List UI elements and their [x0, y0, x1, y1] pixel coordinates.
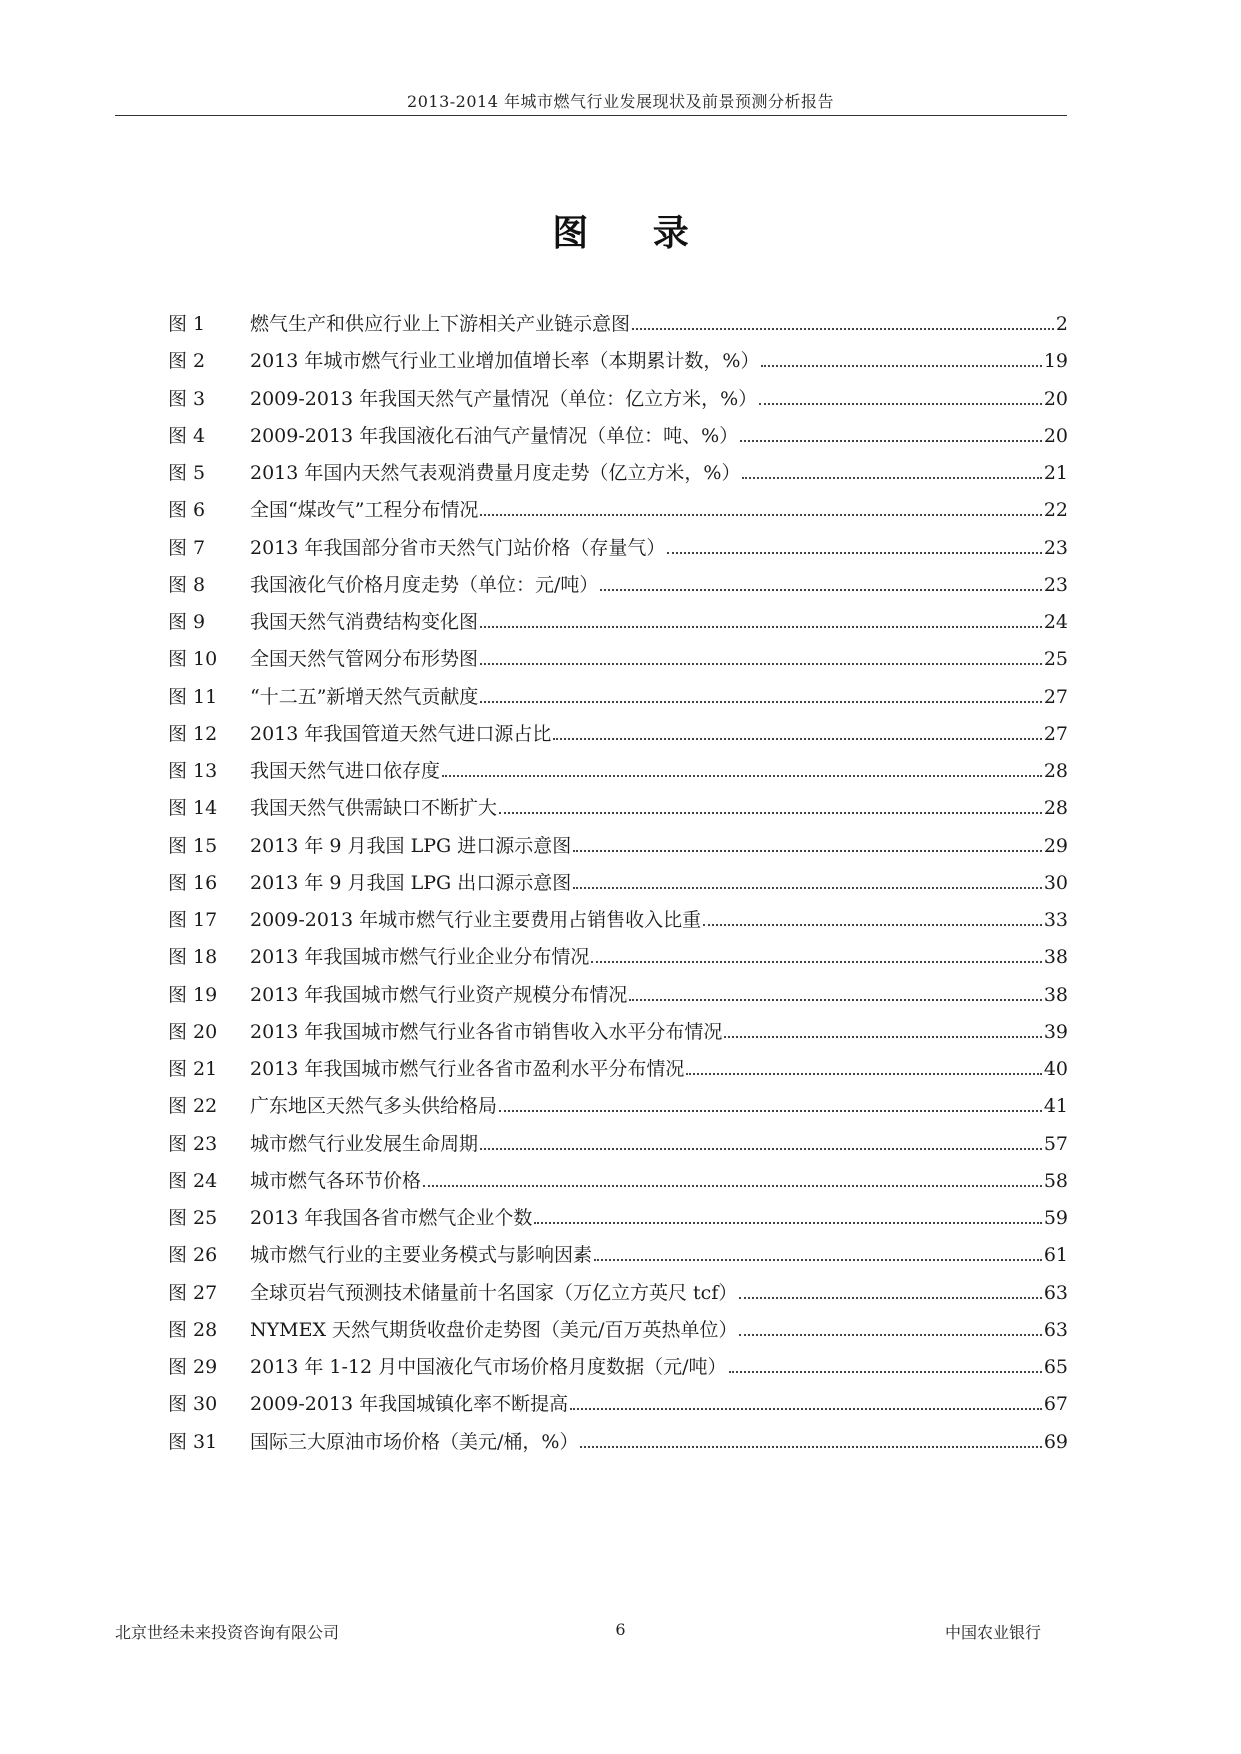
page-title: 图 录	[552, 212, 715, 254]
toc-entry-label: 图 5	[168, 462, 206, 484]
toc-entry[interactable]	[168, 534, 1068, 562]
toc-entry-page: 2	[1055, 313, 1068, 335]
toc-entry[interactable]	[168, 1055, 1068, 1083]
toc-entry-title: 2013 年 9 月我国 LPG 出口源示意图	[250, 872, 572, 894]
toc-entry-label: 图 8	[168, 574, 206, 596]
dot-leader	[480, 663, 1042, 665]
toc-entry-title: 2013 年我国城市燃气行业企业分布情况	[250, 946, 590, 968]
toc-entry-title: 2013 年城市燃气行业工业增加值增长率（本期累计数，%）	[250, 350, 760, 372]
toc-entry[interactable]	[168, 1092, 1068, 1120]
toc-entry-label: 图 14	[168, 797, 218, 819]
toc-entry-page: 63	[1043, 1319, 1068, 1341]
toc-entry[interactable]	[168, 757, 1068, 785]
toc-entry[interactable]	[168, 422, 1068, 450]
toc-entry-page: 39	[1043, 1021, 1068, 1043]
toc-entry[interactable]	[168, 1390, 1068, 1418]
toc-entry[interactable]	[168, 1353, 1068, 1381]
toc-entry[interactable]	[168, 1130, 1068, 1158]
toc-entry-label: 图 21	[168, 1058, 218, 1080]
header-title: 2013-2014 年城市燃气行业发展现状及前景预测分析报告	[407, 92, 834, 111]
dot-leader	[632, 328, 1054, 330]
dot-leader	[573, 850, 1042, 852]
toc-entry-label: 图 24	[168, 1170, 218, 1192]
toc-entry-page: 19	[1043, 350, 1068, 372]
toc-entry[interactable]	[168, 794, 1068, 822]
toc-entry[interactable]	[168, 1279, 1068, 1307]
toc-entry[interactable]	[168, 1167, 1068, 1195]
toc-entry[interactable]	[168, 832, 1068, 860]
toc-entry-page: 27	[1043, 686, 1068, 708]
toc-entry-page: 29	[1043, 835, 1068, 857]
toc-entry[interactable]	[168, 310, 1068, 338]
toc-entry-label: 图 20	[168, 1021, 218, 1043]
toc-entry-title: 2009-2013 年我国天然气产量情况（单位：亿立方米，%）	[250, 388, 758, 410]
toc-entry-page: 22	[1043, 499, 1068, 521]
dot-leader	[703, 924, 1042, 926]
toc-entry-page: 59	[1043, 1207, 1068, 1229]
toc-entry[interactable]	[168, 608, 1068, 636]
dot-leader	[480, 701, 1041, 703]
toc-entry[interactable]	[168, 683, 1068, 711]
toc-entry[interactable]	[168, 571, 1068, 599]
toc-entry-title: 广东地区天然气多头供给格局	[250, 1095, 498, 1117]
dot-leader	[591, 961, 1041, 963]
toc-entry-title: NYMEX 天然气期货收盘价走势图（美元/百万英热单位）	[250, 1319, 738, 1341]
toc-entry-page: 23	[1043, 574, 1068, 596]
toc-entry[interactable]	[168, 1018, 1068, 1046]
toc-entry-title: 全球页岩气预测技术储量前十名国家（万亿立方英尺 tcf）	[250, 1282, 738, 1304]
toc-entry-title: 我国天然气消费结构变化图	[250, 611, 479, 633]
dot-leader	[499, 812, 1042, 814]
header-divider	[115, 115, 1067, 116]
toc-entry-label: 图 18	[168, 946, 218, 968]
toc-entry-label: 图 10	[168, 648, 218, 670]
toc-entry-label: 图 28	[168, 1319, 218, 1341]
toc-entry-page: 40	[1043, 1058, 1068, 1080]
dot-leader	[740, 440, 1042, 442]
dot-leader	[480, 626, 1042, 628]
toc-entry[interactable]	[168, 1241, 1068, 1269]
toc-entry-page: 28	[1043, 797, 1068, 819]
toc-entry-title: 国际三大原油市场价格（美元/桶，%）	[250, 1431, 579, 1453]
toc-entry[interactable]	[168, 720, 1068, 748]
toc-entry[interactable]	[168, 347, 1068, 375]
toc-entry-title: 2013 年 1-12 月中国液化气市场价格月度数据（元/吨）	[250, 1356, 727, 1378]
dot-leader	[739, 1297, 1041, 1299]
toc-entry-label: 图 17	[168, 909, 218, 931]
dot-leader	[423, 1185, 1042, 1187]
toc-entry-label: 图 11	[168, 686, 218, 708]
toc-entry-label: 图 12	[168, 723, 218, 745]
dot-leader	[667, 552, 1041, 554]
footer-company: 北京世经未来投资咨询有限公司	[115, 1623, 340, 1642]
dot-leader	[573, 887, 1042, 889]
toc-entry[interactable]	[168, 645, 1068, 673]
dot-leader	[594, 1259, 1042, 1261]
toc-entry-title: 2013 年我国部分省市天然气门站价格（存量气）	[250, 537, 666, 559]
toc-entry-page: 21	[1043, 462, 1068, 484]
toc-entry-title: 全国“煤改气”工程分布情况	[250, 499, 479, 521]
toc-entry-label: 图 15	[168, 835, 218, 857]
toc-entry-page: 20	[1043, 425, 1068, 447]
toc-entry[interactable]	[168, 459, 1068, 487]
dot-leader	[742, 477, 1041, 479]
dot-leader	[724, 1036, 1041, 1038]
toc-entry-page: 27	[1043, 723, 1068, 745]
toc-entry-page: 58	[1043, 1170, 1068, 1192]
toc-entry-page: 23	[1043, 537, 1068, 559]
toc-entry-title: 城市燃气各环节价格	[250, 1170, 422, 1192]
toc-entry-label: 图 25	[168, 1207, 218, 1229]
toc-entry-label: 图 6	[168, 499, 206, 521]
dot-leader	[739, 1334, 1041, 1336]
toc-entry-page: 38	[1043, 946, 1068, 968]
toc-entry-page: 28	[1043, 760, 1068, 782]
toc-entry[interactable]	[168, 943, 1068, 971]
toc-entry-title: 2009-2013 年我国城镇化率不断提高	[250, 1393, 569, 1415]
toc-entry-page: 25	[1043, 648, 1068, 670]
toc-entry-label: 图 30	[168, 1393, 218, 1415]
dot-leader	[600, 589, 1041, 591]
dot-leader	[499, 1110, 1042, 1112]
toc-entry-page: 30	[1043, 872, 1068, 894]
toc-entry-page: 20	[1043, 388, 1068, 410]
dot-leader	[534, 1222, 1041, 1224]
toc-entry[interactable]	[168, 496, 1068, 524]
toc-entry-title: 我国液化气价格月度走势（单位：元/吨）	[250, 574, 599, 596]
toc-entry-page: 33	[1043, 909, 1068, 931]
toc-entry-page: 65	[1043, 1356, 1068, 1378]
toc-entry-title: 我国天然气进口依存度	[250, 760, 441, 782]
toc-entry-label: 图 13	[168, 760, 218, 782]
toc-entry-title: 2013 年我国城市燃气行业各省市盈利水平分布情况	[250, 1058, 685, 1080]
dot-leader	[480, 514, 1041, 516]
toc-entry-title: “十二五”新增天然气贡献度	[250, 686, 479, 708]
toc-entry-page: 61	[1043, 1244, 1068, 1266]
dot-leader	[759, 403, 1042, 405]
toc-entry-title: 燃气生产和供应行业上下游相关产业链示意图	[250, 313, 631, 335]
toc-entry-label: 图 9	[168, 611, 206, 633]
toc-entry-label: 图 3	[168, 388, 206, 410]
footer-page-number: 6	[615, 1620, 626, 1639]
toc-entry-page: 41	[1043, 1095, 1068, 1117]
toc-entry-label: 图 4	[168, 425, 206, 447]
toc-entry[interactable]	[168, 906, 1068, 934]
toc-entry-title: 2013 年我国城市燃气行业资产规模分布情况	[250, 984, 628, 1006]
toc-entry-title: 2013 年我国各省市燃气企业个数	[250, 1207, 533, 1229]
toc-entry-label: 图 7	[168, 537, 206, 559]
toc-entry-title: 2013 年国内天然气表观消费量月度走势（亿立方米，%）	[250, 462, 741, 484]
dot-leader	[553, 738, 1041, 740]
toc-entry-label: 图 29	[168, 1356, 218, 1378]
toc-entry[interactable]	[168, 1204, 1068, 1232]
toc-entry-label: 图 2	[168, 350, 206, 372]
toc-entry-label: 图 26	[168, 1244, 218, 1266]
toc-entry-page: 67	[1043, 1393, 1068, 1415]
toc-entry-page: 57	[1043, 1133, 1068, 1155]
toc-entry-title: 城市燃气行业的主要业务模式与影响因素	[250, 1244, 593, 1266]
toc-entry[interactable]	[168, 869, 1068, 897]
toc-entry-label: 图 16	[168, 872, 218, 894]
dot-leader	[442, 775, 1042, 777]
toc-entry-label: 图 31	[168, 1431, 218, 1453]
toc-entry[interactable]	[168, 385, 1068, 413]
toc-entry-page: 69	[1043, 1431, 1068, 1453]
toc-entry-title: 城市燃气行业发展生命周期	[250, 1133, 479, 1155]
dot-leader	[580, 1446, 1041, 1448]
toc-entry-label: 图 27	[168, 1282, 218, 1304]
toc-entry-title: 2013 年我国城市燃气行业各省市销售收入水平分布情况	[250, 1021, 723, 1043]
dot-leader	[729, 1371, 1042, 1373]
toc-entry-title: 我国天然气供需缺口不断扩大	[250, 797, 498, 819]
toc-entry-page: 38	[1043, 984, 1068, 1006]
toc-entry-title: 2009-2013 年我国液化石油气产量情况（单位：吨、%）	[250, 425, 739, 447]
toc-entry-title: 2013 年我国管道天然气进口源占比	[250, 723, 552, 745]
toc-entry-label: 图 22	[168, 1095, 218, 1117]
toc-entry-label: 图 19	[168, 984, 218, 1006]
toc-entry-page: 63	[1043, 1282, 1068, 1304]
toc-entry-title: 全国天然气管网分布形势图	[250, 648, 479, 670]
toc-entry[interactable]	[168, 1428, 1068, 1456]
toc-entry-label: 图 1	[168, 313, 206, 335]
dot-leader	[686, 1073, 1041, 1075]
footer-bank: 中国农业银行	[944, 1623, 1041, 1642]
dot-leader	[761, 365, 1041, 367]
toc-entry[interactable]	[168, 1316, 1068, 1344]
toc-entry-label: 图 23	[168, 1133, 218, 1155]
dot-leader	[570, 1408, 1042, 1410]
toc-entry-page: 24	[1043, 611, 1068, 633]
toc-entry[interactable]	[168, 981, 1068, 1009]
dot-leader	[629, 999, 1041, 1001]
toc-entry-title: 2009-2013 年城市燃气行业主要费用占销售收入比重	[250, 909, 702, 931]
dot-leader	[480, 1148, 1042, 1150]
toc-entry-title: 2013 年 9 月我国 LPG 进口源示意图	[250, 835, 572, 857]
